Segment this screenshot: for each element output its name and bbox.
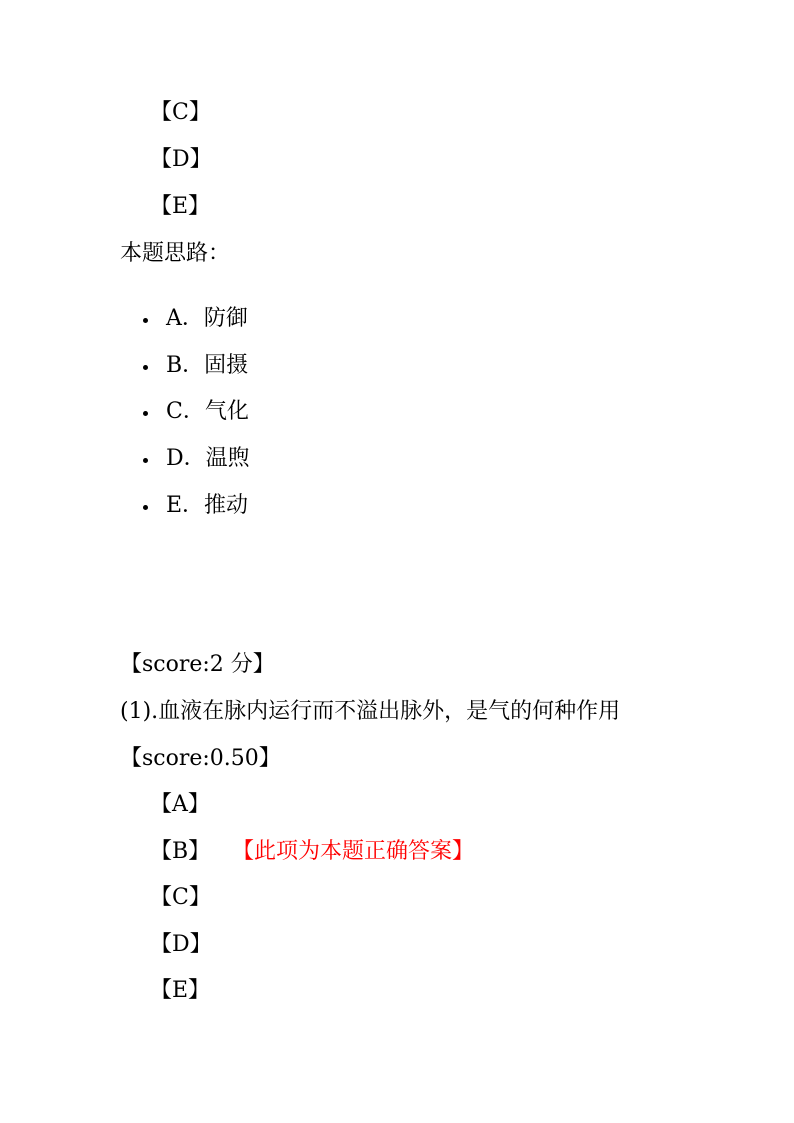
list-item bbox=[143, 444, 250, 474]
list-item bbox=[143, 351, 248, 381]
bullet-icon bbox=[143, 458, 148, 463]
choice-text: D．温煦 bbox=[166, 446, 250, 471]
question-text: (1).血液在脉内运行而不溢出脉外，是气的何种作用 bbox=[120, 699, 621, 724]
bullet-icon bbox=[143, 505, 148, 510]
list-item bbox=[143, 491, 248, 521]
correct-answer-note: 【此项为本题正确答案】 bbox=[232, 839, 475, 864]
option-e: 【E】 bbox=[150, 194, 211, 219]
option-d: 【D】 bbox=[150, 147, 212, 172]
choice-text: B．固摄 bbox=[166, 353, 249, 378]
option-c: 【C】 bbox=[150, 885, 211, 910]
option-a: 【A】 bbox=[150, 792, 210, 817]
option-e: 【E】 bbox=[150, 978, 211, 1003]
bullet-icon bbox=[143, 365, 148, 370]
thought-label: 本题思路： bbox=[120, 241, 231, 266]
option-b: 【B】 bbox=[150, 839, 211, 864]
option-d: 【D】 bbox=[150, 932, 212, 957]
option-c: 【C】 bbox=[150, 100, 211, 125]
question-score: 【score:0.50】 bbox=[120, 746, 281, 771]
bullet-icon bbox=[143, 411, 148, 416]
choice-text: A．防御 bbox=[166, 306, 248, 331]
choice-text: C．气化 bbox=[166, 399, 249, 424]
choice-text: E．推动 bbox=[166, 493, 249, 518]
list-item bbox=[143, 304, 248, 334]
question-score-header: 【score:2 分】 bbox=[120, 652, 275, 677]
bullet-icon bbox=[143, 318, 148, 323]
list-item bbox=[143, 397, 249, 427]
